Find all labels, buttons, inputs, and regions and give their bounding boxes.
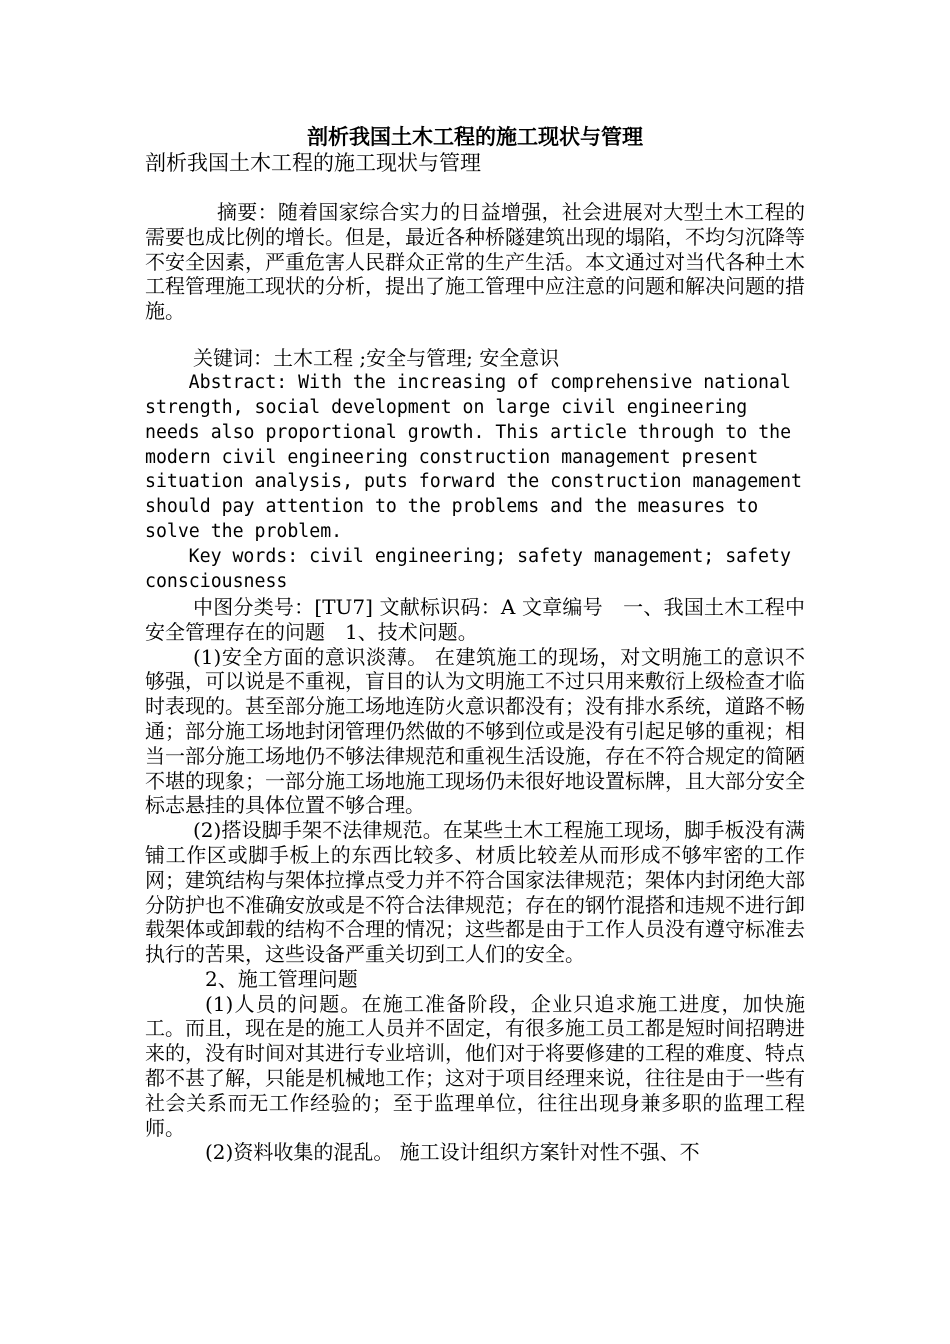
classification-line: 中图分类号：[TU7] 文献标识码：A 文章编号 一、我国土木工程中安全管理存在的问题 1、技术问题。 xyxy=(145,594,805,644)
paragraph-2-1: (1)人员的问题。在施工准备阶段，企业只追求施工进度，加快施工。而且，现在是的施工人员并不固定，有很多施工员工都是短时间招聘进来的，没有时间对其进行专业培训，他们对于将要修建的工程的难度、特点都不甚了解，只能是机械地工作；这对于项目经理来说，往往是由于一些有社会关系而无工作经验的；至于监理单位，往往出现身兼多职的监理工程师。 xyxy=(145,991,805,1140)
paragraph-1-1: (1)安全方面的意识淡薄。 在建筑施工的现场，对文明施工的意识不够强，可以说是不重视，盲目的认为文明施工不过只用来敷衍上级检查才临时表现的。甚至部分施工场地连防火意识都没有；没有排水系统，道路不畅通；部分施工场地封闭管理仍然做的不够到位或是没有引起足够的重视；相当一部分施工场地仍不够法律规范和重视生活设施，存在不符合规定的简陋不堪的现象；一部分施工场地施工现场仍未很好地设置标牌，且大部分安全标志悬挂的具体位置不够合理。 xyxy=(145,644,805,818)
abstract-cn: 摘要：随着国家综合实力的日益增强，社会进展对大型土木工程的需要也成比例的增长。但是，最近各种桥隧建筑出现的塌陷，不均匀沉降等不安全因素，严重危害人民群众正常的生产生活。本文通过对当代各种土木工程管理施工现状的分析，提出了施工管理中应注意的问题和解决问题的措施。 xyxy=(145,200,805,324)
document-title: 剖析我国土木工程的施工现状与管理 xyxy=(307,124,643,149)
document-subtitle: 剖析我国土木工程的施工现状与管理 xyxy=(145,151,481,175)
abstract-en: Abstract: With the increasing of comprehensive national strength, social development on large civil engineering needs also proportional growth. This article through to the modern civil engineering construction management present situation analysis, puts forward the construction management should pay attention to the problems and the measures to solve the problem. xyxy=(145,371,802,543)
paragraph-2-2: (2)资料收集的混乱。 施工设计组织方案针对性不强、不 xyxy=(205,1140,700,1165)
spacer xyxy=(145,324,805,346)
spacer xyxy=(145,176,805,200)
section-heading-2: 2、施工管理问题 xyxy=(205,966,358,991)
paragraph-1-2: (2)搭设脚手架不法律规范。在某些土木工程施工现场，脚手板没有满铺工作区或脚手板上的东西比较多、材质比较差从而形成不够牢密的工作网；建筑结构与架体拉撑点受力并不符合国家法律规范；架体内封闭绝大部分防护也不准确安放或是不符合法律规范；存在的钢竹混搭和违规不进行卸载架体或卸载的结构不合理的情况；这些都是由于工作人员没有遵守标准去执行的苦果，这些设备严重关切到工人们的安全。 xyxy=(145,818,805,967)
keywords-en: Key words: civil engineering; safety management; safety consciousness xyxy=(145,546,791,593)
document-body xyxy=(145,124,805,1165)
keywords-cn: 关键词：土木工程 ;安全与管理; 安全意识 xyxy=(193,345,560,370)
